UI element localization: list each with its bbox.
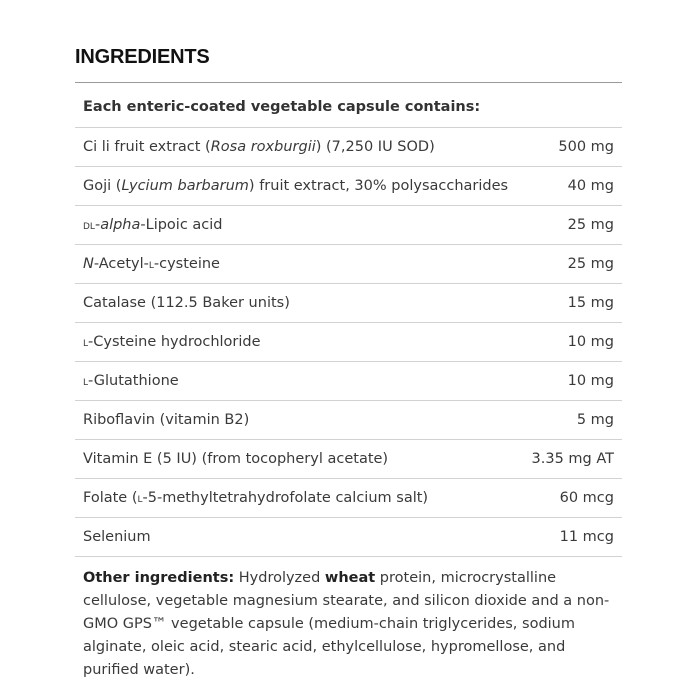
ingredient-name: Goji (Lycium barbarum) fruit extract, 30% polysaccharides xyxy=(83,178,509,194)
ingredient-name: N-Acetyl-l-cysteine xyxy=(83,256,220,272)
ingredients-panel xyxy=(75,82,622,682)
allergen-word: wheat xyxy=(324,570,376,586)
ingredient-amount: 40 mg xyxy=(567,178,614,194)
ingredient-amount: 25 mg xyxy=(567,256,614,272)
other-ingredients-label: Other ingredients: xyxy=(83,570,235,586)
other-ingredients: Other ingredients: Hydrolyzed wheat protein, microcrystalline cellulose, vegetable magnesium stearate, and silicon dioxide and a non-GMO GPS™ vegetable capsule (medium-chain triglycerides, sodium alginate, oleic acid, stearic acid, ethylcellulose, hypromellose, and purified water). xyxy=(83,570,610,678)
ingredient-row xyxy=(75,518,622,557)
ingredient-name: Ci li fruit extract (Rosa roxburgii) (7,250 IU SOD) xyxy=(83,139,435,155)
ingredient-amount: 25 mg xyxy=(567,217,614,233)
capsule-intro: Each enteric-coated vegetable capsule contains: xyxy=(75,83,622,128)
ingredient-row xyxy=(75,401,622,440)
ingredient-amount: 5 mg xyxy=(576,412,614,428)
ingredient-row xyxy=(75,167,622,206)
ingredient-amount: 10 mg xyxy=(567,373,614,389)
ingredient-name: Catalase (112.5 Baker units) xyxy=(83,295,290,311)
ingredient-name: Folate (l-5-methyltetrahydrofolate calcium salt) xyxy=(83,490,429,506)
ingredient-amount: 60 mcg xyxy=(559,490,614,506)
ingredient-name: dl-alpha-Lipoic acid xyxy=(83,217,223,233)
ingredients-heading: INGREDIENTS xyxy=(75,46,210,68)
ingredient-amount: 11 mcg xyxy=(559,529,614,545)
ingredient-row xyxy=(75,284,622,323)
ingredient-amount: 3.35 mg AT xyxy=(531,451,614,467)
ingredient-name: l-Cysteine hydrochloride xyxy=(83,334,261,350)
ingredient-amount: 500 mg xyxy=(558,139,614,155)
ingredient-amount: 10 mg xyxy=(567,334,614,350)
ingredient-name: l-Glutathione xyxy=(83,373,179,389)
ingredient-row xyxy=(75,245,622,284)
ingredient-row xyxy=(75,323,622,362)
ingredient-name: Riboflavin (vitamin B2) xyxy=(83,412,250,428)
ingredient-row xyxy=(75,440,622,479)
ingredient-name: Vitamin E (5 IU) (from tocopheryl acetate) xyxy=(83,451,389,467)
ingredient-row xyxy=(75,362,622,401)
ingredient-amount: 15 mg xyxy=(567,295,614,311)
ingredient-row xyxy=(75,128,622,167)
ingredient-row xyxy=(75,479,622,518)
ingredient-name: Selenium xyxy=(83,529,151,545)
ingredient-row xyxy=(75,206,622,245)
